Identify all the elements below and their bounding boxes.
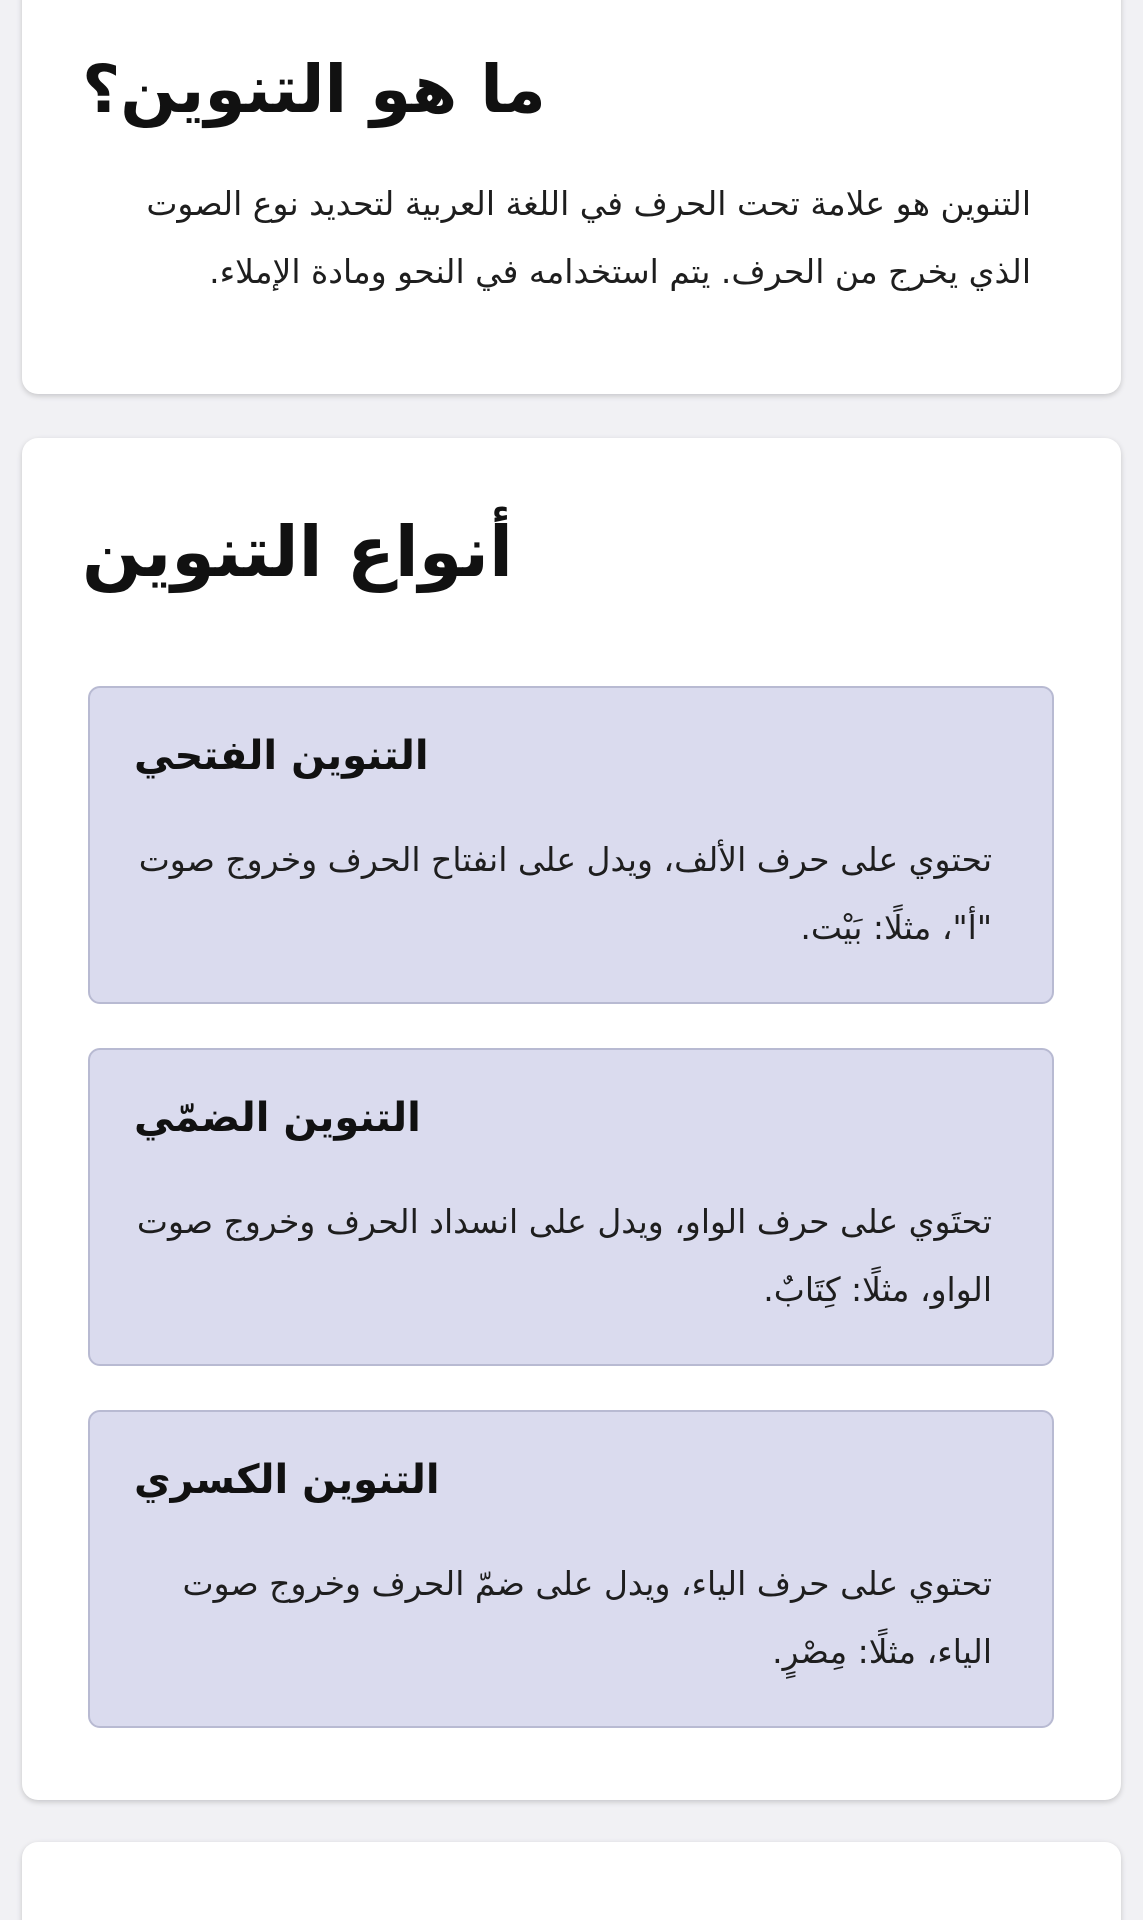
type-item-title: التنوين الفتحي	[134, 733, 429, 779]
type-item-title: التنوين الكسري	[134, 1457, 440, 1503]
type-item-text: تحتَوي على حرف الواو، ويدل على انسداد الحرف وخروج صوت الواو، مثلًا: كِتَابٌ.	[136, 1202, 992, 1309]
type-item-dammi	[88, 1048, 1054, 1366]
type-item-title: التنوين الضمّي	[134, 1095, 421, 1141]
type-item-kasri	[88, 1410, 1054, 1728]
intro-title: ما هو التنوين؟	[82, 51, 546, 128]
type-item-fathi	[88, 686, 1054, 1004]
type-item-text: تحتوي على حرف الألف، ويدل على انفتاح الحرف وخروج صوت "أ"، مثلًا: بَيْت.	[138, 840, 992, 947]
intro-card	[22, 0, 1121, 394]
types-title: أنواع التنوين	[82, 511, 513, 593]
next-card	[22, 1842, 1121, 1920]
intro-text: التنوين هو علامة تحت الحرف في اللغة العربية لتحديد نوع الصوت الذي يخرج من الحرف. يتم استخدامه في النحو ومادة الإملاء.	[146, 184, 1031, 291]
type-item-text: تحتوي على حرف الياء، ويدل على ضمّ الحرف وخروج صوت الياء، مثلًا: مِصْرٍ.	[182, 1564, 992, 1671]
types-card	[22, 438, 1121, 1800]
